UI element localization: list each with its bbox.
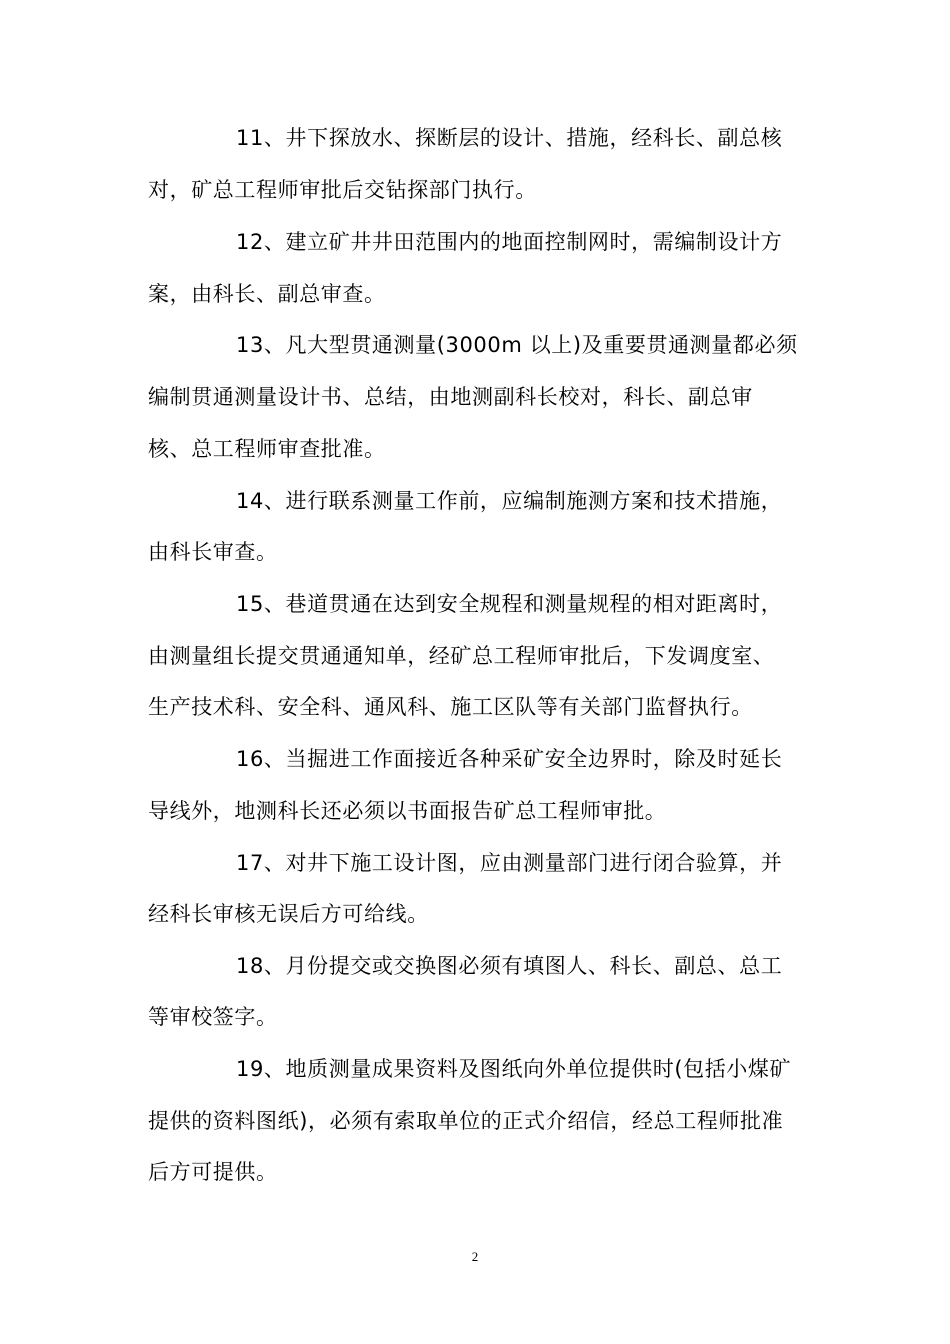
paragraph-11-line-1: 11、井下探放水、探断层的设计、措施，经科长、副总核 <box>236 126 783 150</box>
paragraph-17-line-2: 经科长审核无误后方可给线。 <box>148 902 429 926</box>
paragraph-19-line-2: 提供的资料图纸)，必须有索取单位的正式介绍信，经总工程师批准 <box>148 1109 784 1133</box>
paragraph-13-line-1: 13、凡大型贯通测量(3000m 以上)及重要贯通测量都必须 <box>236 333 798 357</box>
paragraph-18-line-1: 18、月份提交或交换图必须有填图人、科长、副总、总工 <box>236 954 783 978</box>
paragraph-12-line-1: 12、建立矿井井田范围内的地面控制网时，需编制设计方 <box>236 230 783 254</box>
paragraph-16-line-2: 导线外，地测科长还必须以书面报告矿总工程师审批。 <box>148 799 667 823</box>
paragraph-15-line-2: 由测量组长提交贯通通知单，经矿总工程师审批后，下发调度室、 <box>148 644 775 668</box>
paragraph-13-line-3: 核、总工程师审查批准。 <box>148 437 386 461</box>
paragraph-14-line-2: 由科长审查。 <box>148 540 278 564</box>
paragraph-13-line-2: 编制贯通测量设计书、总结，由地测副科长校对，科长、副总审 <box>148 385 753 409</box>
page-number: 2 <box>471 1249 479 1264</box>
paragraph-14-line-1: 14、进行联系测量工作前，应编制施测方案和技术措施， <box>236 489 783 513</box>
paragraph-18-line-2: 等审校签字。 <box>148 1005 278 1029</box>
paragraph-15-line-3: 生产技术科、安全科、通风科、施工区队等有关部门监督执行。 <box>148 695 753 719</box>
paragraph-19-line-3: 后方可提供。 <box>148 1160 278 1184</box>
paragraph-17-line-1: 17、对井下施工设计图，应由测量部门进行闭合验算，并 <box>236 851 783 875</box>
paragraph-12-line-2: 案，由科长、副总审查。 <box>148 282 386 306</box>
paragraph-19-line-1: 19、地质测量成果资料及图纸向外单位提供时(包括小煤矿 <box>236 1057 792 1081</box>
paragraph-15-line-1: 15、巷道贯通在达到安全规程和测量规程的相对距离时， <box>236 592 783 616</box>
paragraph-16-line-1: 16、当掘进工作面接近各种采矿安全边界时，除及时延长 <box>236 747 783 771</box>
paragraph-11-line-2: 对，矿总工程师审批后交钻探部门执行。 <box>148 178 537 202</box>
